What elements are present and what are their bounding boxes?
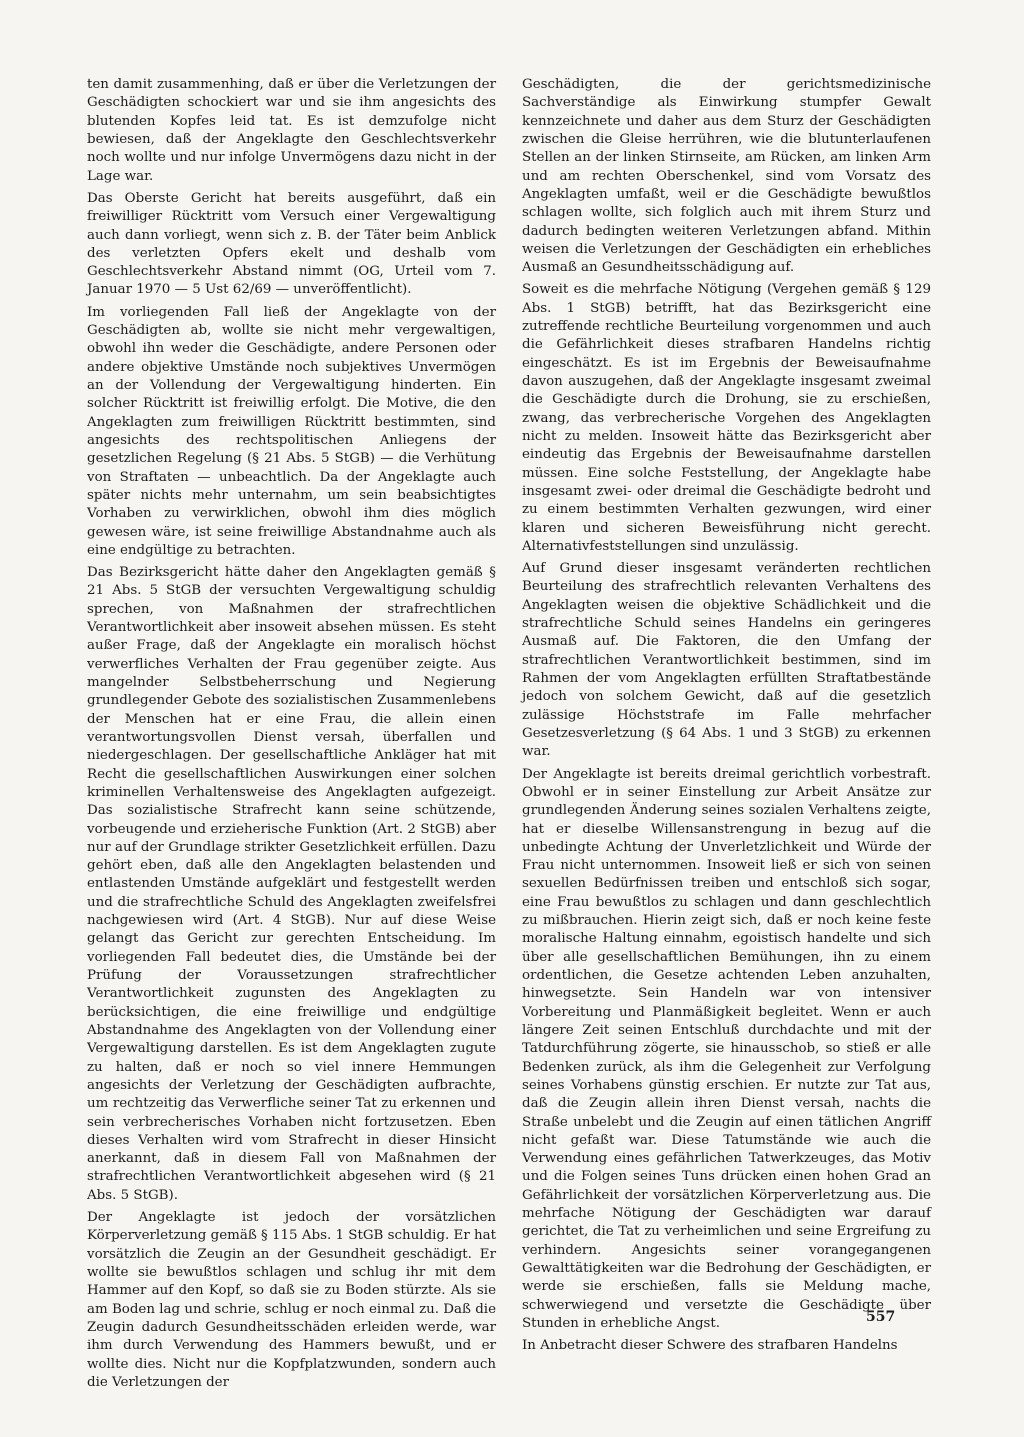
paragraph: Im vorliegenden Fall ließ der Angeklagte von der Geschädigten ab, wollte sie nicht mehr vergewaltigen, obwohl ihn weder die Geschädigte, andere Personen oder andere objektive Umstände noch subjektives Unvermögen an der Vollendung der Vergewaltigung hinderten. Ein solcher Rücktritt ist freiwillig erfolgt. Die Motive, die den Angeklagten zum freiwilligen Rücktritt bestimmten, sind angesichts des rechtspolitischen Anliegens der gesetzlichen Regelung (§ 21 Abs. 5 StGB) — die Verhütung von Straftaten — unbeachtlich. Da der Angeklagte auch später nichts mehr unternahm, um sein beabsichtigtes Vorhaben zu verwirklichen, obwohl ihm dies möglich gewesen wäre, ist seine freiwillige Abstandnahme auch als eine endgültige zu betrachten. [87, 304, 496, 558]
paragraph: Geschädigten, die der gerichtsmedizinische Sachverständige als Einwirkung stumpfer Gewalt kennzeichnete und daher aus dem Sturz der Geschädigten zwischen die Gleise herrühren, wie die blutunterlaufenen Stellen an der linken Stirnseite, am Rücken, am linken Arm und am rechten Oberschenkel, sind vom Vorsatz des Angeklagten umfaßt, weil er die Geschädigte bewußtlos schlagen wollte, sich folglich auch mit ihrem Sturz und dadurch bedingten weiteren Verletzungen abfand. Mithin weisen die Verletzungen der Geschädigten ein erhebliches Ausmaß an Gesundheitsschädigung auf. [522, 77, 931, 276]
paragraph: Der Angeklagte ist bereits dreimal gerichtlich vorbestraft. Obwohl er in seiner Einstellung zur Arbeit Ansätze zur grundlegenden Änderung seines sozialen Verhaltens zeigte, hat er dieselbe Willensanstrengung in bezug auf die unbedingte Achtung der Unverletzlichkeit und Würde der Frau nicht unternommen. Insoweit ließ er sich von seinen sexuellen Bedürfnissen treiben und entschloß sich sogar, eine Frau bewußtlos zu schlagen und dann geschlechtlich zu mißbrauchen. Hierin zeigt sich, daß er noch keine feste moralische Haltung einnahm, egoistisch handelte und sich über alle gesellschaftlichen Bemühungen, ihn zu einem ordentlichen, die Gesetze achtenden Leben anzuhalten, hinwegsetzte. Sein Handeln war von intensiver Vorbereitung und Planmäßigkeit begleitet. Wenn er auch längere Zeit seinen Entschluß durchdachte und mit der Tatdurchführung zögerte, sie hinausschob, so stieß er alle Bedenken zurück, als ihm die Gelegenheit zur Verfolgung seines Vorhabens günstig erschien. Er nutzte zur Tat aus, daß die Zeugin allein ihren Dienst versah, nachts die Straße unbelebt und die Zeugin auf einen tätlichen Angriff nicht gefaßt war. Diese Tatumstände wie auch die Verwendung eines gefährlichen Tatwerkzeuges, das Motiv und die Folgen seines Tuns drücken einen hohen Grad an Gefährlichkeit der vorsätzlichen Körperverletzung aus. Die mehrfache Nötigung der Geschädigten war darauf gerichtet, die Tat zu verheimlichen und seine Ergreifung zu verhindern. Angesichts seiner vorangegangenen Gewalttätigkeiten war die Bedrohung der Geschädigten, er werde sie erschießen, falls sie Meldung mache, schwerwiegend und versetzte die Geschädigte über Stunden in erhebliche Angst. [522, 766, 931, 1331]
paragraph: Soweit es die mehrfache Nötigung (Vergehen gemäß § 129 Abs. 1 StGB) betrifft, hat das Bezirksgericht eine zutreffende rechtliche Beurteilung vorgenommen und auch die Gefährlichkeit dieses strafbaren Handelns richtig eingeschätzt. Es ist im Ergebnis der Beweisaufnahme davon auszugehen, daß der Angeklagte insgesamt zweimal die Geschädigte durch die Drohung, sie zu erschießen, zwang, das verbrecherische Vorgehen des Angeklagten nicht zu melden. Insoweit hätte das Bezirksgericht aber eindeutig das Ergebnis der Beweisaufnahme darstellen müssen. Eine solche Feststellung, der Angeklagte habe insgesamt zwei- oder dreimal die Geschädigte bedroht und zu einem bestimmten Verhalten gezwungen, wird einer klaren und sicheren Beweisführung nicht gerecht. Alternativfeststellungen sind unzulässig. [522, 282, 931, 554]
page-number: 557 [866, 1309, 896, 1325]
paragraph: Auf Grund dieser insgesamt veränderten rechtlichen Beurteilung des strafrechtlich relevanten Verhaltens des Angeklagten weisen die objektive Schädlichkeit und die strafrechtliche Schuld seines Handelns ein geringeres Ausmaß auf. Die Faktoren, die den Umfang der strafrechtlichen Verantwortlichkeit bestimmen, sind im Rahmen der vom Angeklagten erfüllten Straftatbestände jedoch von solchem Gewicht, daß auf die gesetzlich zulässige Höchststrafe im Falle mehrfacher Gesetzesverletzung (§ 64 Abs. 1 und 3 StGB) zu erkennen war. [522, 561, 931, 760]
paragraph: Das Bezirksgericht hätte daher den Angeklagten gemäß § 21 Abs. 5 StGB der versuchten Vergewaltigung schuldig sprechen, von Maßnahmen der strafrechtlichen Verantwortlichkeit aber insoweit absehen müssen. Es steht außer Frage, daß der Angeklagte ein moralisch höchst verwerfliches Verhalten der Frau gegenüber zeigte. Aus mangelnder Selbstbeherrschung und Negierung grundlegender Gebote des sozialistischen Zusammenlebens der Menschen hat er eine Frau, die allein einen verantwortungsvollen Dienst versah, überfallen und niedergeschlagen. Der gesellschaftliche Ankläger hat mit Recht die gesellschaftlichen Auswirkungen einer solchen kriminellen Verhaltensweise des Angeklagten aufgezeigt. Das sozialistische Strafrecht kann seine schützende, vorbeugende und erzieherische Funktion (Art. 2 StGB) aber nur auf der Grundlage strikter Gesetzlichkeit erfüllen. Dazu gehört eben, daß alle den Angeklagten belastenden und entlastenden Umstände aufgeklärt und festgestellt werden und die strafrechtliche Schuld des Angeklagten zweifelsfrei nachgewiesen wird (Art. 4 StGB). Nur auf diese Weise gelangt das Gericht zur gerechten Entscheidung. Im vorliegenden Fall bedeutet dies, die Umstände bei der Prüfung der Voraussetzungen strafrechtlicher Verantwortlichkeit zugunsten des Angeklagten zu berücksichtigen, die eine freiwillige und endgültige Abstandnahme des Angeklagten von der Vollendung einer Vergewaltigung darstellen. Es ist dem Angeklagten zugute zu halten, daß er noch so viel innere Hemmungen angesichts der Verletzung der Geschädigten aufbrachte, um rechtzeitig das Verwerfliche seiner Tat zu erkennen und sein verbrecherisches Vorhaben nicht fortzusetzen. Eben dieses Verhalten wird vom Strafrecht in dieser Hinsicht anerkannt, daß in diesem Fall von Maßnahmen der strafrechtlichen Verantwortlichkeit abgesehen wird (§ 21 Abs. 5 StGB). [87, 565, 496, 1203]
right-text-column [522, 76, 931, 1356]
left-text-column [87, 76, 496, 1392]
paragraph: Der Angeklagte ist jedoch der vorsätzlichen Körperverletzung gemäß § 115 Abs. 1 StGB schuldig. Er hat vorsätzlich die Zeugin an der Gesundheit geschädigt. Er wollte sie bewußtlos schlagen und schlug ihr mit dem Hammer auf den Kopf, so daß sie zu Boden stürzte. Als sie am Boden lag und schrie, schlug er noch einmal zu. Daß die Zeugin dadurch Gesundheitsschäden erleiden werde, war ihm durch Verwendung des Hammers bewußt, und er wollte dies. Nicht nur die Kopfplatzwunden, sondern auch die Verletzungen der [87, 1210, 496, 1390]
paragraph: In Anbetracht dieser Schwere des strafbaren Handelns [522, 1338, 898, 1354]
paragraph: ten damit zusammenhing, daß er über die Verletzungen der Geschädigten schockiert war und sie ihm angesichts des blutenden Kopfes leid tat. Es ist demzufolge nicht bewiesen, daß der Angeklagte den Geschlechtsverkehr noch wollte und nur infolge Unvermögens dazu nicht in der Lage war. [87, 77, 496, 184]
paragraph: Das Oberste Gericht hat bereits ausgeführt, daß ein freiwilliger Rücktritt vom Versuch einer Vergewaltigung auch dann vorliegt, wenn sich z. B. der Täter beim Anblick des verletzten Opfers ekelt und deshalb vom Geschlechtsverkehr Abstand nimmt (OG, Urteil vom 7. Januar 1970 — 5 Ust 62/69 — unveröffentlicht). [87, 190, 496, 298]
